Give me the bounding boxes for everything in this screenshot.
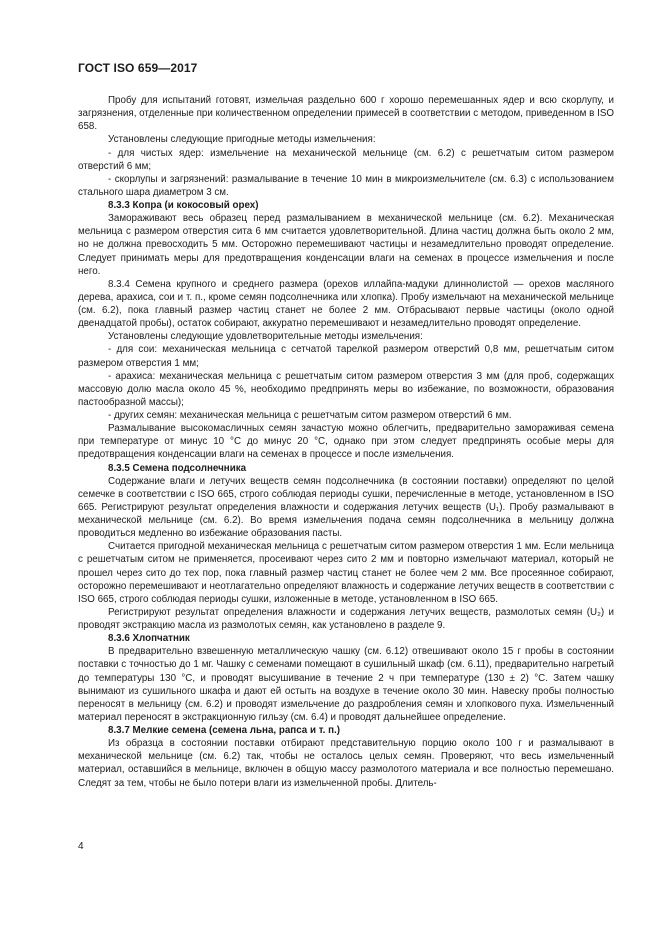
document-header: ГОСТ ISO 659—2017 [78, 61, 198, 75]
section-heading: 8.3.5 Семена подсолнечника [108, 462, 247, 474]
list-item: - для сои: механическая мельница с сетчатой тарелкой размером отверстий 0,8 мм, решетчатым ситом размером отверстия 1 мм; [78, 344, 614, 369]
paragraph: Установлены следующие пригодные методы измельчения: [108, 134, 376, 146]
list-item: - скорлупы и загрязнений: размалывание в течение 10 мин в микроизмельчителе (см. 6.3) с использованием стального шара диаметром 3 см. [78, 173, 614, 198]
paragraph: Установлены следующие удовлетворительные методы измельчения: [108, 331, 423, 343]
paragraph: Регистрируют результат определения влажности и содержания летучих веществ, размолотых семян (U₂) и проводят экстракцию масла из размолотых семян, как установлено в разделе 9. [78, 606, 614, 631]
paragraph: Из образца в состоянии поставки отбирают представительную порцию около 100 г и размалывают в механической мельнице (см. 6.2) так, чтобы не осталось целых семян. Проверяют, что весь измельченный материал, оставшийся в мельнице, включен в общую массу размолотого материала и все полностью перемешано. Следят за тем, чтобы не было потери влаги из измельченной пробы. Длитель- [78, 738, 614, 789]
list-item: - для чистых ядер: измельчение на механической мельнице (см. 6.2) с решетчатым ситом размером отверстий 6 мм; [78, 147, 614, 172]
section-heading: 8.3.7 Мелкие семена (семена льна, рапса и т. п.) [108, 725, 340, 736]
paragraph: Размалывание высокомасличных семян зачастую можно облегчить, предварительно замораживая семена при температуре от минус 10 °С до минус 20 °С, однако при этом следует предпринять особые меры для предотвращения конденсации влаги на семенах в процессе и после измельчения. [78, 423, 614, 461]
paragraph: Замораживают весь образец перед размалыванием в механической мельнице (см. 6.2). Механическая мельница с размером отверстия сита 6 мм считается удовлетворительной. Длина частиц должна быть около 2 мм, но не должна превосходить 5 мм. Осторожно перемешивают частицы и незамедлительно проводят определение. Следует принимать меры для предотвращения конденсации влаги на семенах в процессе измельчения и после него. [78, 213, 614, 277]
page-number: 4 [78, 841, 84, 852]
paragraph: Пробу для испытаний готовят, измельчая раздельно 600 г хорошо перемешанных ядер и всю скорлупу, и загрязнения, отделенные при количественном определении примесей в соответствии с методом, приведенном в ISO 658. [78, 95, 614, 133]
paragraph: Считается пригодной механическая мельница с решетчатым ситом размером отверстия 1 мм. Если мельница с решетчатым ситом не применяется, просеивают через сито 2 мм и повторно измельчают материал, который не прошел через сито до тех пор, пока главный размер частиц станет не более чем 2 мм. Все просеянное собирают, осторожно перемешивают и неотлагательно определяют влажность и содержание летучих веществ в соответствии с ISO 665, строго соблюдая периоды сушки, изложенные в методе, установленном в ISO 665. [78, 541, 614, 605]
paragraph: Содержание влаги и летучих веществ семян подсолнечника (в состоянии поставки) определяют по целой семечке в соответствии с ISO 665, строго соблюдая периоды сушки, перечисленные в методе, установленном в ISO 665. Регистрируют результат определения влажности и содержания летучих веществ (U₁). Пробу размалывают в механической мельнице (см. 6.2). Во время измельчения подача семян подсолнечника в мельницу должна проводиться медленно во избежание образования пасты. [78, 475, 614, 540]
paragraph: В предварительно взвешенную металлическую чашку (см. 6.12) отвешивают около 15 г пробы в состоянии поставки с точностью до 1 мг. Чашку с семенами помещают в сушильный шкаф (см. 6.11), предварительно нагретый до температуры 130 °С, и проводят высушивание в течение 2 ч при температуре (130 ± 2) °С. Затем чашку вынимают из сушильного шкафа и дают ей остыть на воздухе в течение около 30 мин. Навеску пробы полностью переносят в мельницу (см. 6.2) и проводят измельчение до раздробления семян и хлопкового пуха. Измельченный материал переносят в экстракционную гильзу (см. 6.4) и проводят дальнейшее определение. [78, 646, 614, 723]
document-body [78, 94, 614, 790]
list-item: - арахиса: механическая мельница с решетчатым ситом размером отверстия 3 мм (для проб, содержащих массовую долю масла около 45 %, необходимо предпринять меры во избежание, по возможности, образования пастообразной массы); [78, 370, 614, 408]
section-heading: 8.3.6 Хлопчатник [108, 633, 190, 645]
list-item: - других семян: механическая мельница с решетчатым ситом размером отверстий 6 мм. [108, 410, 512, 421]
paragraph: 8.3.4 Семена крупного и среднего размера (орехов иллайпа-мадуки длиннолистой — орехов масляного дерева, арахиса, сои и т. п., кроме семян подсолнечника или хлопка). Пробу измельчают на механической мельнице (см. 6.2), пока главный размер частиц станет не более 2 мм. Отбрасывают первые частицы (около одной двенадцатой пробы), остаток собирают, аккуратно перемешивают и незамедлительно проводят определение. [78, 278, 614, 330]
section-heading: 8.3.3 Копра (и кокосовый орех) [108, 200, 259, 211]
